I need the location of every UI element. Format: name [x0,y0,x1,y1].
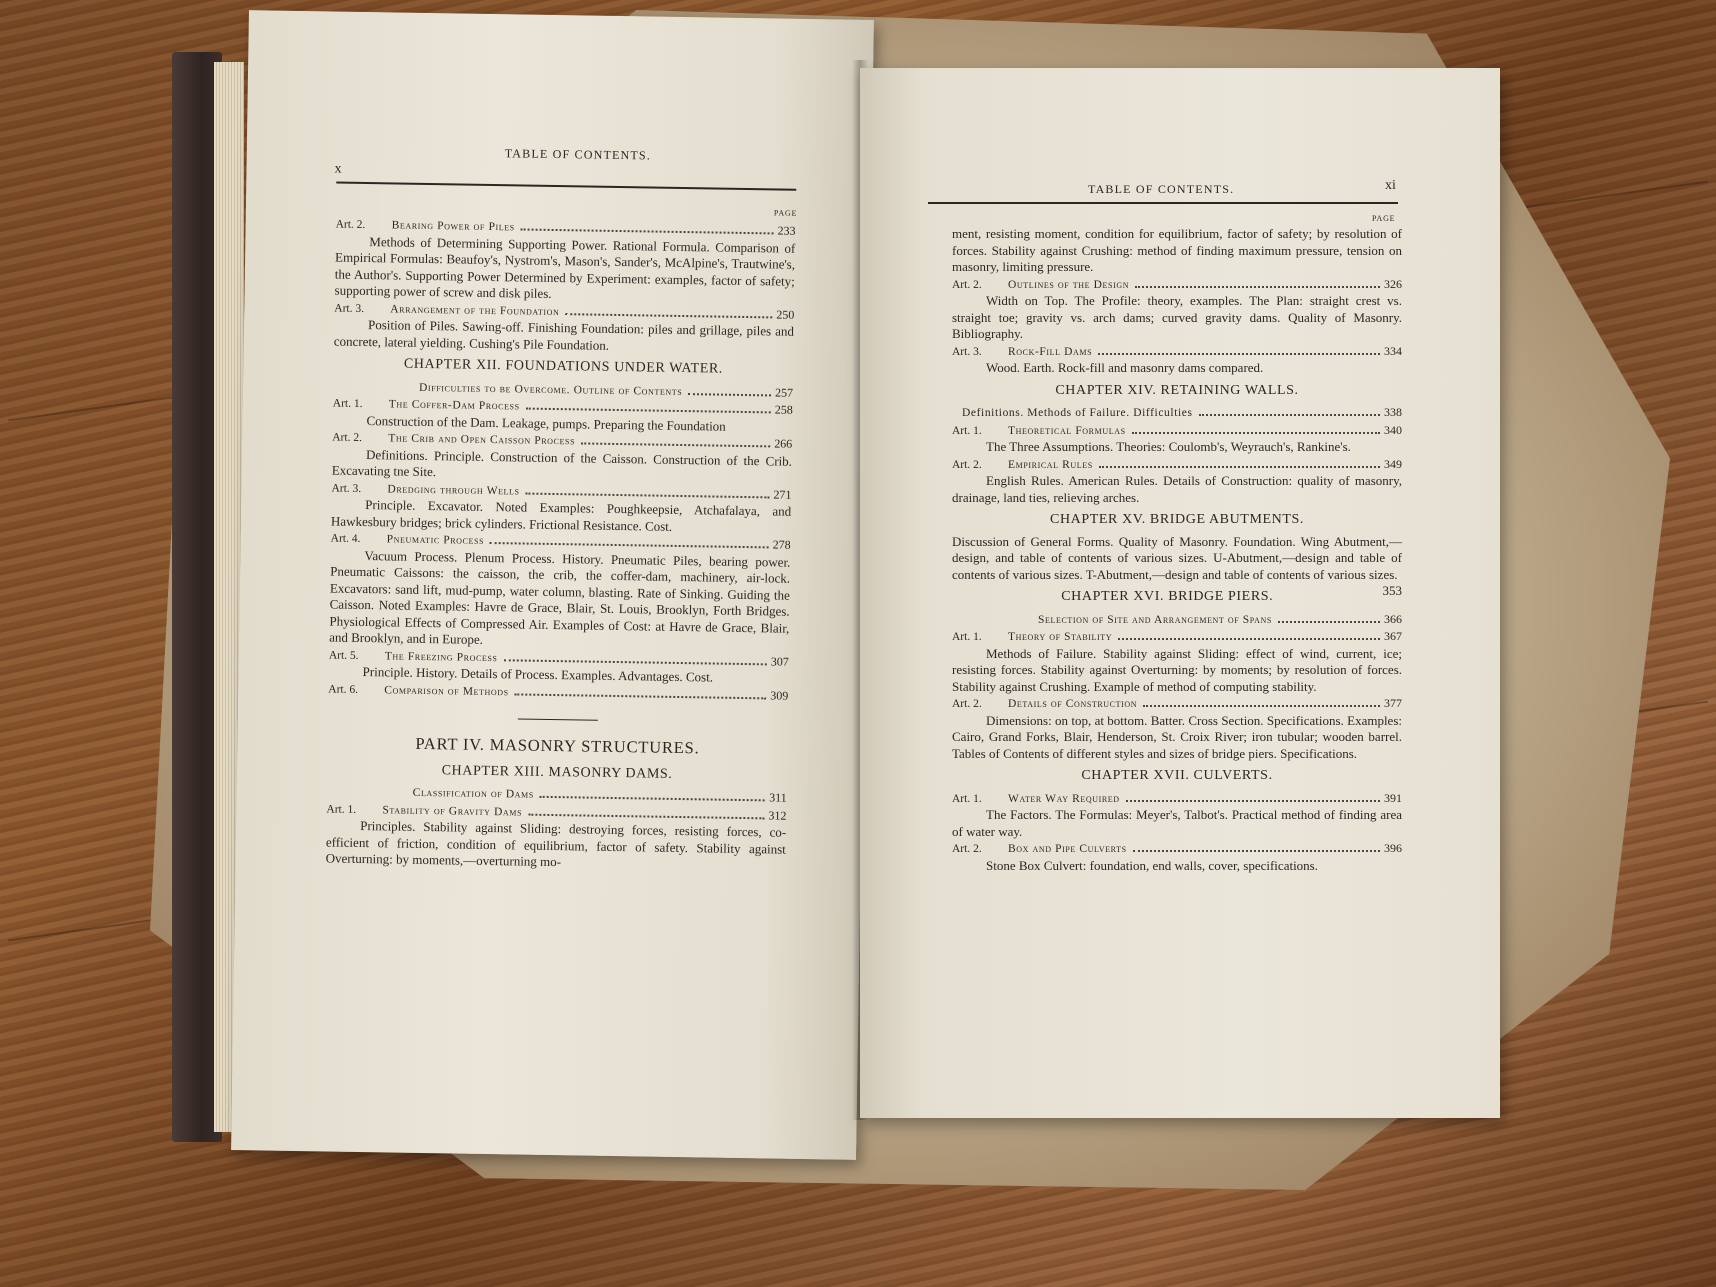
left-page [231,10,874,1160]
indent [334,329,368,330]
article-title: Empirical Rules [1008,458,1093,471]
chapter-heading: CHAPTER XVI. BRIDGE PIERS. [1061,589,1274,604]
article-number: Art. 3. [334,302,365,315]
page-number: 258 [774,402,793,417]
dot-leader [540,796,765,802]
header-rule [928,202,1398,204]
page-number: 266 [774,436,793,451]
page-number: 250 [776,306,795,322]
page-number: 307 [770,653,789,669]
article-number: Art. 1. [326,802,357,816]
article-description [952,646,1402,696]
description-text: English Rules. American Rules. Details of Construction: quality of masonry, drainage, land ties, relieving arches. [952,473,1402,505]
article-description [952,439,1402,456]
indent [330,559,364,560]
dot-leader [521,228,774,234]
dot-leader [1118,638,1380,640]
toc-entry [952,343,1402,361]
article-number: Art. 3. [952,345,982,358]
description-text: Definitions. Principle. Construction of the Caisson. Construction of the Crib. Excavating tne Site. [331,446,793,480]
page-number: 309 [770,687,789,703]
article-title: Outlines of the Design [1008,278,1130,291]
description-text: Stone Box Culvert: foundation, end walls, cover, specifications. [986,857,1318,873]
chapter-heading: CHAPTER XIII. MASONRY DAMS. [441,762,673,782]
dot-leader [1098,353,1380,355]
article-title: Selection of Site and Arrangement of Spans [1038,613,1272,626]
dot-leader [1199,414,1380,416]
description-text: Construction of the Dam. Leakage, pumps. Preparing the Foundation [366,412,726,434]
article-description [952,858,1402,875]
indent [333,424,367,425]
carry-over-text: ment, resisting moment, condition for equilibrium, factor of safety; by resolution of forces. Stability against Crushing: method of finding maximum pressure, tension on masonry, limiting pressure. [952,226,1402,274]
article-description [326,817,787,874]
indent [329,675,363,676]
page-number: 271 [773,486,792,502]
article-description [952,360,1402,377]
article-number: Art. 1. [332,397,363,410]
article-title: Bearing Power of Piles [391,219,515,234]
chapter-heading: CHAPTER XII. FOUNDATIONS UNDER WATER. [403,356,724,377]
page-number: 396 [1384,841,1402,855]
page-number: 349 [1384,456,1402,471]
page-number: 377 [1384,696,1402,710]
article-title: Comparison of Methods [384,683,509,698]
dot-leader [526,492,770,498]
article-number: Art. 6. [328,682,359,696]
article-number: Art. 5. [328,648,359,662]
description-text: Methods of Failure. Stability against Sliding: effect of wind, current, ice; resisting forces. Stability against Overturning: by moments; by resolution of forces. Stability against Crushing. Example of method of computing stability. [952,645,1402,694]
toc-entry [952,456,1402,474]
description-text: Principles. Stability against Sliding: destroying forces, resisting forces, co-efficient of friction, condition of equilibrium, factor of safety. Stability against Overturning: by moments,—overturning mo- [325,818,787,870]
page-number: 338 [1384,405,1402,419]
chapter-heading: CHAPTER XIV. RETAINING WALLS. [1055,382,1299,398]
header-rule [336,182,796,191]
indent [332,458,366,459]
page-number: 391 [1384,790,1402,805]
dot-leader [1143,705,1380,707]
dot-leader [1278,621,1380,623]
article-number [333,389,419,390]
article-title: Classification of Dams [412,786,534,801]
article-number: Art. 4. [330,532,361,545]
article-number: Art. 1. [952,792,982,805]
article-title: Theoretical Formulas [1008,424,1126,437]
indent [326,829,360,830]
description-text: Dimensions: on top, at bottom. Batter. Cross Section. Specifications. Examples: Cairo, Grand Forks, Blair, Henderson, St. Croix River; iron tubular; wooden barrel. Tables of Contents of different styles and sizes of bridge piers. Specifications. [952,712,1402,761]
dot-leader [1099,466,1380,468]
page-folio: xi [1385,178,1396,193]
toc-entry [952,422,1402,440]
article-description [952,713,1402,763]
toc-entry [952,276,1402,294]
page-number: 311 [769,790,787,805]
page-number: 353 [1382,583,1402,598]
description-text: Principle. History. Details of Process. Examples. Advantages. Cost. [362,664,714,685]
article-title: Arrangement of the Foundation [390,302,560,318]
article-number: Art. 1. [952,424,982,437]
article-number: Art. 2. [332,431,363,444]
article-title: Stability of Gravity Dams [382,803,523,819]
dot-leader [528,813,764,819]
dot-leader [1126,800,1380,802]
article-title: Theory of Stability [1008,631,1113,643]
indent [331,509,365,510]
dot-leader [490,542,769,548]
toc-entry [952,695,1402,713]
article-description [329,547,790,653]
page-number: 278 [772,537,791,552]
chapter-heading: CHAPTER XVII. CULVERTS. [1081,768,1273,783]
page-number: 334 [1384,343,1402,358]
running-head: TABLE OF CONTENTS. [504,146,652,163]
dot-leader [581,442,770,447]
dot-leader [526,408,771,414]
article-number: Art. 3. [331,482,362,495]
article-title: The Coffer-Dam Process [388,398,520,413]
dot-leader [1132,432,1380,434]
section-divider [518,718,598,720]
running-head: TABLE OF CONTENTS. [1088,182,1235,196]
article-number: Art. 2. [952,843,982,855]
article-number: Art. 2. [952,278,982,291]
page-number: 340 [1384,422,1402,437]
dot-leader [565,313,772,318]
page-folio: x [334,161,342,177]
article-description [334,233,795,306]
page-number: 366 [1384,611,1402,626]
page-number: 312 [768,807,787,823]
page-number: 326 [1384,276,1402,291]
description-text: Discussion of General Forms. Quality of Masonry. Foundation. Wing Abutment,—design, and table of contents of various sizes. U-Abutment,—design and table of contents of various sizes. T-Abutment,—design and table of contents of various sizes. [952,533,1402,582]
description-text: Principle. Excavator. Noted Examples: Poughkeepsie, Atchafalaya, and Hawkesbury bridges; brick cylinders. Frictional Resistance. Cost. [330,497,792,534]
dot-leader [1133,850,1380,852]
article-title: Dredging through Wells [387,482,520,497]
article-description [952,473,1402,506]
article-number: Art. 2. [952,458,982,471]
article-number: Art. 2. [952,698,982,710]
toc-entry [952,404,1402,422]
description-text: Width on Top. The Profile: theory, examples. The Plan: straight crest vs. straight toe; gravity vs. arch dams; curved gravity dams. Quality of Masonry. Bibliography. [952,293,1402,341]
article-description [952,807,1402,840]
article-description [952,293,1402,343]
article-number: Art. 2. [335,218,366,232]
description-text: Wood. Earth. Rock-fill and masonry dams compared. [986,360,1264,375]
description-text: The Three Assumptions. Theories: Coulomb's, Weyrauch's, Rankine's. [986,439,1351,454]
toc-entry [952,790,1402,808]
article-title: The Freezing Process [384,649,498,664]
article-title: Rock-Fill Dams [1008,345,1093,358]
chapter-heading: CHAPTER XV. BRIDGE ABUTMENTS. [1050,512,1304,527]
toc-entry [952,611,1402,629]
dot-leader [1135,286,1380,288]
article-description [334,317,794,357]
description-text: Vacuum Process. Plenum Process. History. Pneumatic Piles, bearing power. Pneumatic Caissons: the caisson, the crib, the coffer-dam, machinery, air-lock. Excavators: sand lift, mud-pump, water column, blasting. Rate of Sinking. Guiding the Caisson. Noted Examples: Havre de Grace, Blair, St. Louis, Brooklyn, Forth Bridges. Physiological Effects of Compressed Air. Examples of Cost: at Havre de Grace, Blair, and Brooklyn, and in Europe. [329,547,791,647]
part-heading: PART IV. MASONRY STRUCTURES. [415,733,700,758]
article-title: The Crib and Open Caisson Process [388,432,576,448]
article-title: Pneumatic Process [386,533,485,547]
page-number: 367 [1384,629,1402,643]
dot-leader [503,659,766,665]
article-number [327,794,413,795]
description-text: Position of Piles. Sawing-off. Finishing Foundation: piles and grillage, piles and concrete, lateral yielding. Cushing's Pile Foundation. [333,317,795,353]
toc-column-right [952,226,1402,874]
right-page [860,68,1500,1118]
page-number: 233 [777,223,796,238]
dot-leader [688,393,771,396]
toc-entry [952,628,1402,646]
page-number: 257 [774,384,794,400]
article-title: Difficulties to be Overcome. Outline of Contents [418,381,683,398]
toc-column-left [326,216,796,875]
page-column-label: PAGE [1372,214,1396,223]
article-number: Art. 1. [952,631,982,643]
article-title: Details of Construction [1008,698,1138,710]
dot-leader [515,693,767,699]
description-text: Methods of Determining Supporting Power. Rational Formula. Comparison of Empirical Formulas: Beaufoy's, Nystrom's, Mason's, Sander's, McAlpine's, Trautwine's, the Author's. Supporting Power Determined by Experiment: examples, factor of safety; supporting power of screw and disk piles. [334,233,796,301]
toc-entry [952,840,1402,858]
description-text: The Factors. The Formulas: Meyer's, Talbot's. Practical method of finding area of water way. [952,807,1402,839]
indent [335,245,369,246]
article-title: Box and Pipe Culverts [1008,843,1127,855]
article-title: Definitions. Methods of Failure. Difficulties [962,407,1193,419]
page-column-label: PAGE [773,208,798,218]
article-title: Water Way Required [1008,792,1120,805]
